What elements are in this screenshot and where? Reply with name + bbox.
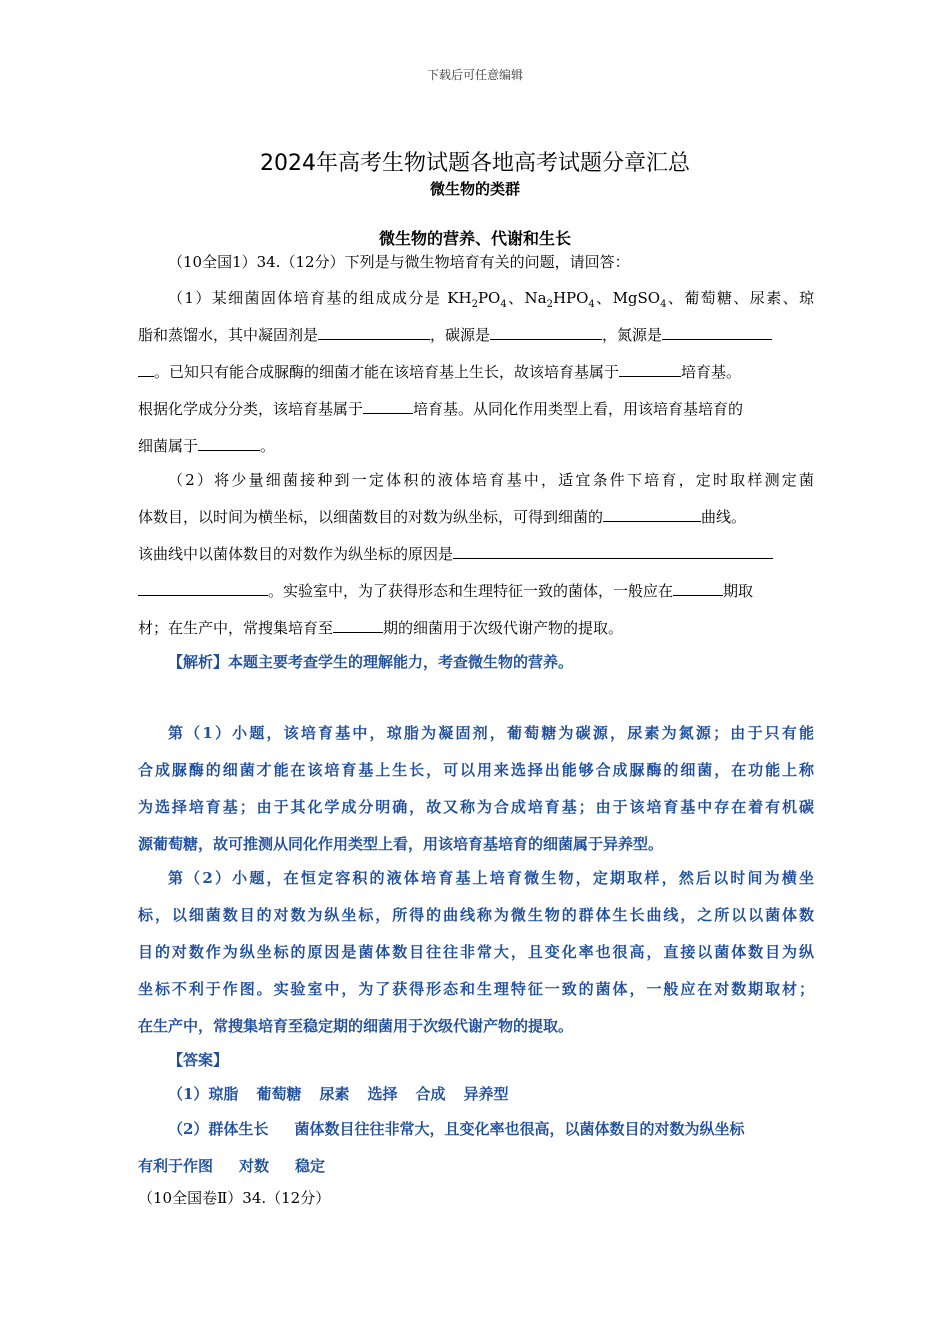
answer-blank-chemical-type — [363, 398, 413, 414]
answer-blank-assimilation — [198, 435, 260, 451]
question-part1-line3 — [138, 361, 814, 383]
analysis-heading: 【解析】本题主要考查学生的理解能力，考查微生物的营养。 — [168, 653, 574, 671]
answer-item: 选择 — [367, 1085, 398, 1103]
answer-part2-cont — [138, 1155, 814, 1177]
text-fragment: HPO — [552, 289, 589, 307]
analysis-line: 坐标不利于作图。实验室中，为了获得形态和生理特征一致的菌体，一般应在对数期取材； — [138, 980, 814, 998]
answer-blank-curve — [603, 506, 701, 522]
text-fragment: ，氮源是 — [602, 326, 663, 344]
text-fragment: PO — [477, 289, 501, 307]
answer-blank-reason — [453, 543, 773, 559]
text-fragment: 。已知只有能合成脲酶的细菌才能在该培育基上生长，故该培育基属于 — [154, 363, 620, 381]
question-part1-line2 — [138, 324, 814, 346]
answer-blank-nitrogen-cont — [138, 361, 154, 377]
header-note: 下载后可任意编辑 — [426, 68, 523, 82]
text-fragment: 培育基。从同化作用类型上看，用该培育基培育的 — [413, 400, 744, 418]
answer-blank-solidifier — [318, 324, 430, 340]
answer-item: 葡萄糖 — [256, 1085, 302, 1103]
text-fragment: 脂和蒸馏水，其中凝固剂是 — [138, 326, 319, 344]
question-part1-line4 — [138, 398, 814, 420]
analysis-line: 目的对数作为纵坐标的原因是菌体数目往往非常大，且变化率也很高，直接以菌体数目为纵 — [138, 943, 814, 961]
answer-item: 合成 — [415, 1085, 446, 1103]
analysis-line: 为选择培育基；由于其化学成分明确，故又称为合成培育基；由于该培育基中存在着有机碳 — [138, 798, 814, 816]
analysis-line: 标，以细菌数目的对数为纵坐标，所得的曲线称为微生物的群体生长曲线，之所以以菌体数 — [138, 906, 814, 924]
text-fragment: 。 — [260, 437, 276, 455]
answer-blank-nitrogen — [662, 324, 772, 340]
text-fragment: 体数目，以时间为横坐标，以细菌数目的对数为纵坐标，可得到细菌的 — [138, 508, 604, 526]
text-fragment: 培育基。 — [681, 363, 742, 381]
answer-item: 异养型 — [463, 1085, 509, 1103]
subscript: 4 — [588, 299, 595, 309]
text-fragment: 该曲线中以菌体数目的对数作为纵坐标的原因是 — [138, 545, 454, 563]
analysis-line: 源葡萄糖，故可推测从同化作用类型上看，用该培育基培育的细菌属于异养型。 — [138, 835, 664, 853]
text-fragment: 期的细菌用于次级代谢产物的提取。 — [383, 619, 624, 637]
text-fragment: 。实验室中，为了获得形态和生理特征一致的菌体，一般应在 — [268, 582, 674, 600]
subscript: 4 — [500, 299, 507, 309]
answer-blank-carbon — [490, 324, 602, 340]
answer-label: 【答案】 — [168, 1051, 229, 1069]
question-part1-line1 — [168, 287, 814, 309]
answer-blank-function-type — [619, 361, 681, 377]
answer-blank-phase-production — [333, 617, 383, 633]
answer-text: （2）群体生长 — [168, 1120, 269, 1138]
question-part2-line1: （2）将少量细菌接种到一定体积的液体培育基中，适宜条件下培育，定时取样测定菌 — [168, 471, 814, 489]
question-part2-line5 — [138, 617, 814, 639]
section-title: 微生物的营养、代谢和生长 — [378, 229, 571, 248]
answer-text: 对数 — [239, 1157, 270, 1175]
text-fragment: 曲线。 — [701, 508, 747, 526]
subscript: 4 — [660, 299, 667, 309]
text-fragment: 、葡萄糖、尿素、琼 — [666, 289, 814, 307]
question2-stem: （10全国卷Ⅱ）34.（12分） — [138, 1189, 331, 1207]
text-fragment: 、Na — [506, 289, 547, 307]
document-title: 2024年高考生物试题各地高考试题分章汇总 — [260, 151, 690, 176]
analysis-line: 第（1）小题，该培育基中，琼脂为凝固剂，葡萄糖为碳源，尿素为氮源；由于只有能 — [168, 724, 814, 742]
answer-part2 — [168, 1118, 814, 1140]
answer-text: 菌体数目往往非常大，且变化率也很高，以菌体数目的对数为纵坐标 — [294, 1120, 745, 1138]
analysis-line: 在生产中，常搜集培育至稳定期的细菌用于次级代谢产物的提取。 — [138, 1017, 574, 1035]
analysis-line: 合成脲酶的细菌才能在该培育基上生长，可以用来选择出能够合成脲酶的细菌，在功能上称 — [138, 761, 814, 779]
answer-part1 — [168, 1083, 814, 1105]
answer-text: （1）琼脂 — [168, 1085, 239, 1103]
subscript: 2 — [471, 299, 478, 309]
text-fragment: 期取 — [723, 582, 754, 600]
text-fragment: （1）某细菌固体培育基的组成成分是 KH — [168, 289, 472, 307]
question-part2-line2 — [138, 506, 814, 528]
subscript: 2 — [546, 299, 553, 309]
text-fragment: 细菌属于 — [138, 437, 199, 455]
answer-text: 稳定 — [295, 1157, 326, 1175]
question-part2-line4 — [138, 580, 814, 602]
question-stem: （10全国1）34.（12分）下列是与微生物培育有关的问题，请回答： — [168, 253, 630, 271]
document-subtitle: 微生物的类群 — [429, 180, 520, 198]
answer-text: 有利于作图 — [138, 1157, 214, 1175]
analysis-line: 第（2）小题，在恒定容积的液体培育基上培育微生物，定期取样，然后以时间为横坐 — [168, 869, 814, 887]
text-fragment: ，碳源是 — [430, 326, 491, 344]
question-part1-line5 — [138, 435, 814, 457]
text-fragment: 、MgSO — [594, 289, 661, 307]
question-part2-line3 — [138, 543, 814, 565]
answer-blank-reason-cont — [138, 580, 268, 596]
text-fragment: 根据化学成分分类，该培育基属于 — [138, 400, 364, 418]
answer-item: 尿素 — [319, 1085, 350, 1103]
text-fragment: 材；在生产中，常搜集培育至 — [138, 619, 334, 637]
answer-blank-phase-lab — [673, 580, 723, 596]
